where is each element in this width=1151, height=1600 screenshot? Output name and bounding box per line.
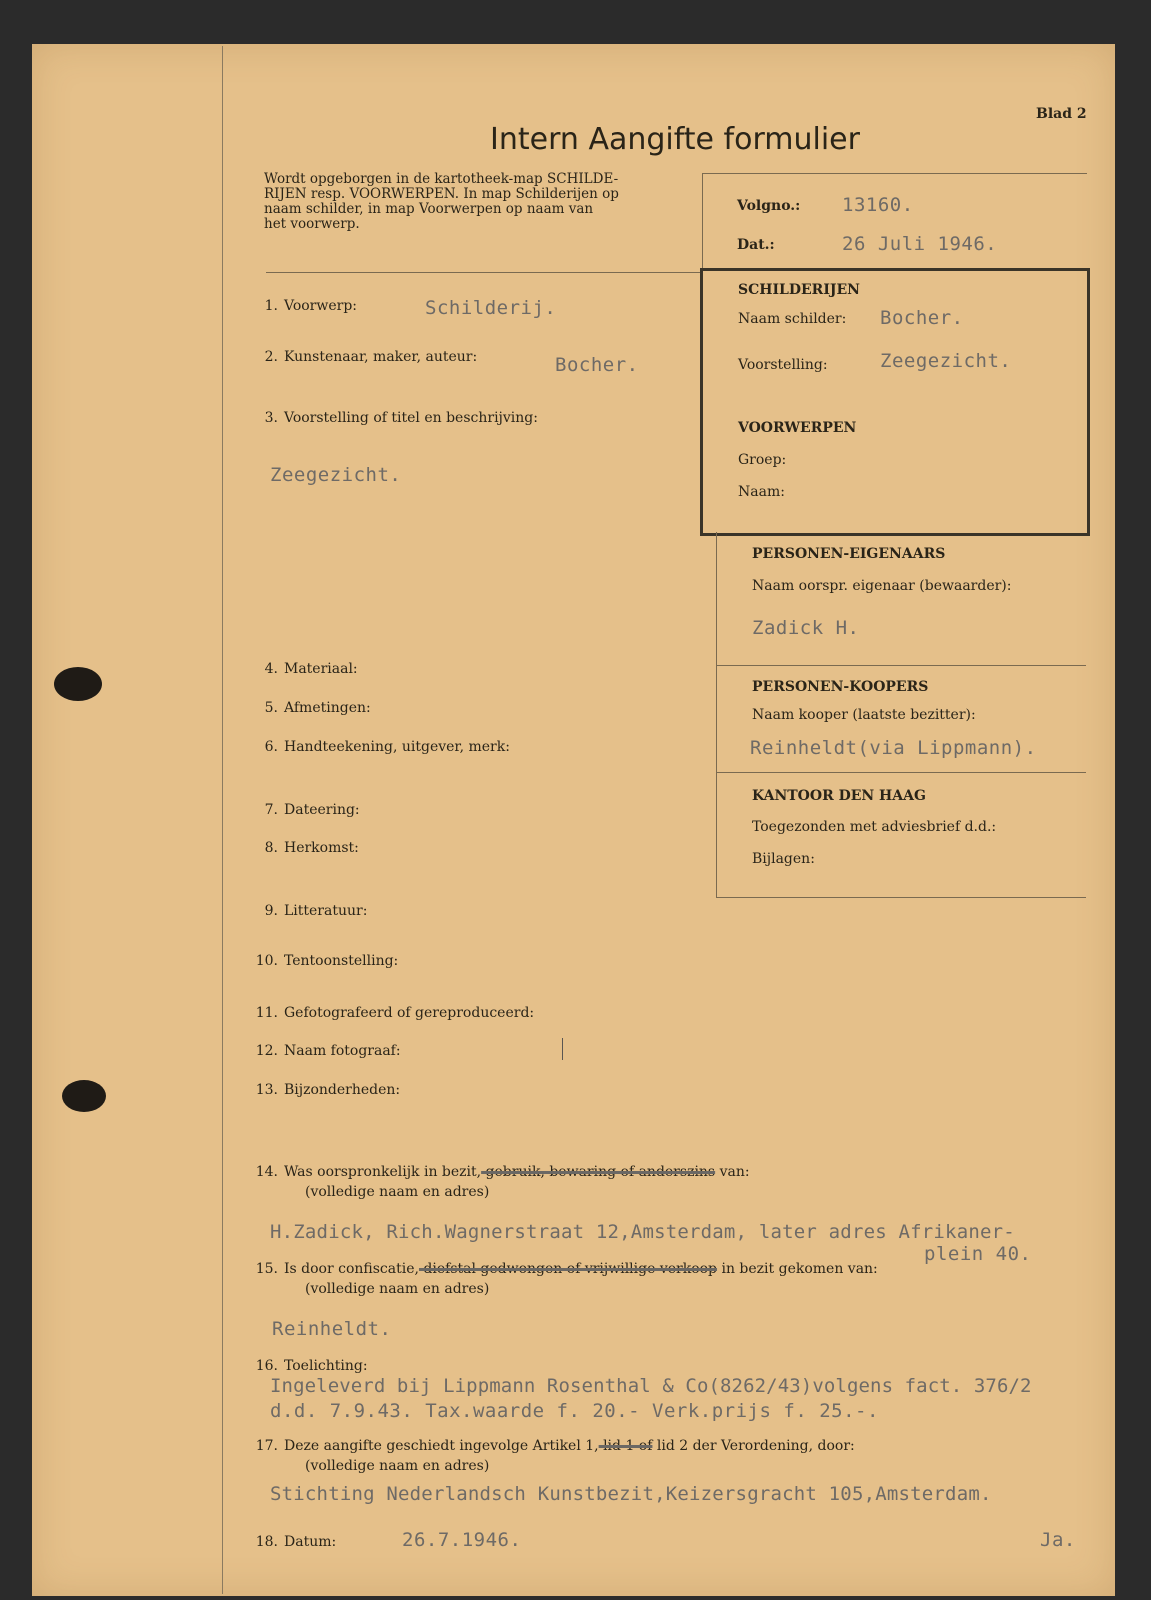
field-label: Was oorspronkelijk in bezit, — [284, 1164, 482, 1180]
pen-mark — [562, 1038, 563, 1060]
instruction-line: naam schilder, in map Voorwerpen op naam van — [264, 201, 594, 217]
field-number: 5. — [264, 700, 278, 716]
koopers-heading: PERSONEN-KOOPERS — [752, 679, 929, 695]
field-sub-label: (volledige naam en adres) — [305, 1281, 490, 1297]
volgno-value: 13160. — [842, 194, 914, 216]
field-label: in bezit gekomen van: — [717, 1261, 878, 1277]
field-number: 6. — [264, 739, 278, 755]
field-label: Toelichting: — [284, 1358, 368, 1374]
field-label: Herkomst: — [284, 840, 359, 856]
field-label: Voorwerp: — [284, 298, 358, 314]
field-label: Materiaal: — [284, 661, 358, 677]
oorspronkelijk-bezit-value-cont: plein 40. — [924, 1243, 1032, 1265]
field-label: van: — [715, 1164, 750, 1180]
field-number: 10. — [255, 953, 278, 969]
naam-label: Naam: — [738, 484, 785, 500]
divider — [266, 272, 702, 273]
bijlagen-label: Bijlagen: — [752, 851, 815, 867]
naam-schilder-value: Bocher. — [880, 307, 964, 329]
field-label: Datum: — [284, 1534, 337, 1550]
page-number: Blad 2 — [1036, 106, 1087, 122]
field-materiaal — [252, 661, 358, 677]
instruction-text — [264, 172, 619, 232]
field-label: Handteekening, uitgever, merk: — [284, 739, 510, 755]
datum-value: 26.7.1946. — [402, 1529, 522, 1551]
field-label: Deze aangifte geschiedt ingevolge Artikel 1, — [284, 1438, 599, 1454]
field-toelichting — [252, 1358, 368, 1374]
field-label: Naam fotograaf: — [284, 1043, 401, 1059]
field-dateering — [252, 802, 360, 818]
field-gefotografeerd — [252, 1005, 534, 1021]
field-number: 9. — [264, 903, 278, 919]
field-number: 12. — [255, 1043, 278, 1059]
field-handteekening — [252, 739, 510, 755]
punch-hole-top — [54, 667, 102, 701]
instruction-line: het voorwerp. — [264, 216, 360, 232]
divider — [716, 772, 1086, 773]
field-label: Bijzonderheden: — [284, 1082, 401, 1098]
struck-text: lid 1 of — [598, 1438, 653, 1454]
field-tentoonstelling — [252, 953, 398, 969]
dat-value: 26 Juli 1946. — [842, 233, 998, 255]
toelichting-value-line-1: Ingeleverd bij Lippmann Rosenthal & Co(8262/43)volgens fact. 376/2 — [270, 1375, 1032, 1397]
field-kunstenaar — [252, 349, 477, 365]
toelichting-value-line-2: d.d. 7.9.43. Tax.waarde f. 20.- Verk.prijs f. 25.-. — [270, 1400, 879, 1422]
instruction-line: Wordt opgeborgen in de kartotheek-map SCHILDE- — [264, 171, 619, 187]
field-number: 4. — [264, 661, 278, 677]
field-confiscatie — [252, 1261, 878, 1277]
field-label: Dateering: — [284, 802, 360, 818]
voorwerp-value: Schilderij. — [425, 297, 557, 319]
field-number: 7. — [264, 802, 278, 818]
volgno-label: Volgno.: — [737, 198, 801, 214]
oorspronkelijk-bezit-value: H.Zadick, Rich.Wagnerstraat 12,Amsterdam, later adres Afrikaner- — [270, 1221, 1015, 1243]
margin-line — [222, 46, 223, 1594]
initials: Ja. — [1040, 1529, 1076, 1551]
field-voorstelling — [252, 410, 538, 426]
voorstelling-description-value: Zeegezicht. — [270, 464, 402, 486]
divider — [702, 173, 703, 270]
field-label: Is door confiscatie, — [284, 1261, 419, 1277]
aangifte-door-value: Stichting Nederlandsch Kunstbezit,Keizersgracht 105,Amsterdam. — [270, 1483, 992, 1505]
voorstelling-label: Voorstelling: — [738, 357, 828, 373]
field-number: 3. — [264, 410, 278, 426]
confiscatie-value: Reinheldt. — [272, 1318, 392, 1340]
field-number: 11. — [255, 1005, 278, 1021]
field-label: Litteratuur: — [284, 903, 368, 919]
field-number: 17. — [255, 1438, 278, 1454]
struck-text: diefstal gedwongen of vrijwillige verkoop — [418, 1261, 718, 1277]
field-herkomst — [252, 840, 359, 856]
voorstelling-value: Zeegezicht. — [880, 350, 1012, 372]
field-number: 18. — [255, 1534, 278, 1550]
form-title: Intern Aangifte formulier — [490, 122, 860, 157]
field-oorspronkelijk-bezit — [252, 1164, 750, 1180]
dat-label: Dat.: — [737, 237, 775, 253]
field-number: 13. — [255, 1082, 278, 1098]
kooper-label: Naam kooper (laatste bezitter): — [752, 707, 976, 723]
groep-label: Groep: — [738, 452, 787, 468]
kunstenaar-value: Bocher. — [555, 354, 639, 376]
field-label: Voorstelling of titel en beschrijving: — [284, 410, 538, 426]
field-number: 8. — [264, 840, 278, 856]
divider — [702, 173, 1087, 174]
field-aangifte-door — [252, 1438, 855, 1454]
voorwerpen-heading: VOORWERPEN — [738, 420, 857, 436]
instruction-line: RIJEN resp. VOORWERPEN. In map Schilderijen op — [264, 186, 619, 202]
naam-schilder-label: Naam schilder: — [738, 311, 847, 327]
toegezonden-label: Toegezonden met adviesbrief d.d.: — [752, 819, 997, 835]
field-number: 14. — [255, 1164, 278, 1180]
eigenaar-label: Naam oorspr. eigenaar (bewaarder): — [752, 578, 1012, 594]
field-datum — [252, 1534, 336, 1550]
eigenaars-heading: PERSONEN-EIGENAARS — [752, 546, 946, 562]
field-number: 16. — [255, 1358, 278, 1374]
kantoor-heading: KANTOOR DEN HAAG — [752, 788, 926, 804]
field-label: Gefotografeerd of gereproduceerd: — [284, 1005, 535, 1021]
kooper-value: Reinheldt(via Lippmann). — [750, 737, 1037, 759]
struck-text: gebruik, bewaring of anderszins — [481, 1164, 716, 1180]
field-bijzonderheden — [252, 1082, 400, 1098]
field-sub-label: (volledige naam en adres) — [305, 1458, 490, 1474]
punch-hole-bottom — [62, 1080, 106, 1112]
field-label: Kunstenaar, maker, auteur: — [284, 349, 478, 365]
eigenaar-value: Zadick H. — [752, 617, 860, 639]
divider — [716, 897, 1086, 898]
field-afmetingen — [252, 700, 371, 716]
field-number: 2. — [264, 349, 278, 365]
schilderijen-heading: SCHILDERIJEN — [738, 282, 860, 298]
field-label: Afmetingen: — [284, 700, 371, 716]
field-label: Tentoonstelling: — [284, 953, 399, 969]
divider — [716, 532, 717, 898]
field-number: 1. — [264, 298, 278, 314]
field-label: lid 2 der Verordening, door: — [652, 1438, 855, 1454]
field-number: 15. — [255, 1261, 278, 1277]
field-sub-label: (volledige naam en adres) — [305, 1184, 490, 1200]
field-voorwerp — [252, 298, 357, 314]
field-litteratuur — [252, 903, 367, 919]
divider — [716, 665, 1086, 666]
field-naam-fotograaf — [252, 1043, 401, 1059]
